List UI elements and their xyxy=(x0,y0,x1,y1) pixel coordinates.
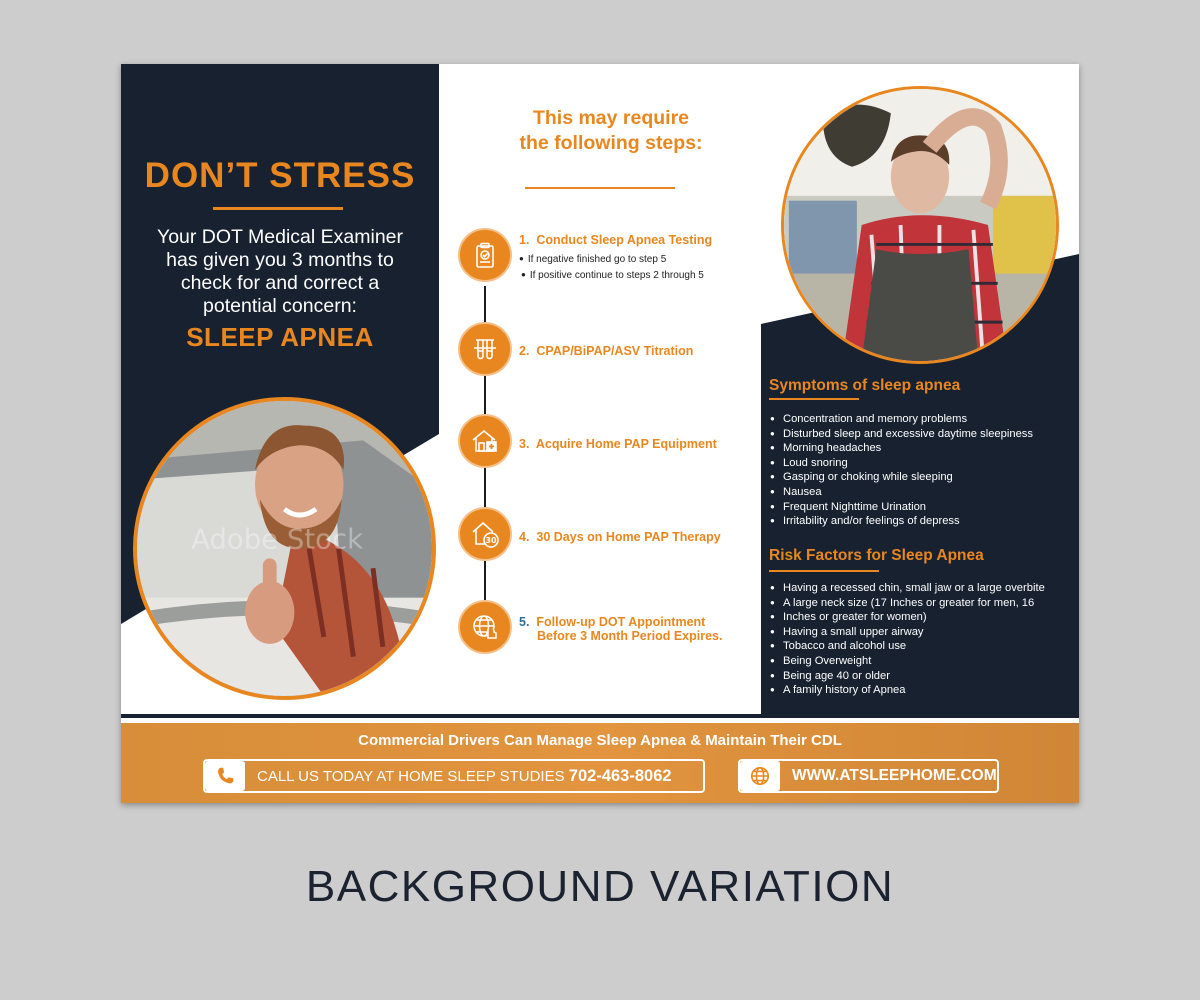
list-item: ● Nausea xyxy=(769,485,1079,500)
watermark: Adobe Stock xyxy=(191,523,364,556)
list-item: ● Being Overweight xyxy=(769,654,1079,669)
list-item: ● Irritability and/or feelings of depress xyxy=(769,514,1079,529)
list-item: ● Morning headaches xyxy=(769,441,1079,456)
call-text: CALL US TODAY AT HOME SLEEP STUDIES xyxy=(257,767,565,785)
step-title: Conduct Sleep Apnea Testing xyxy=(536,233,713,247)
step-1-sub-list xyxy=(519,251,704,283)
sub-bullet: ● If negative finished go to step 5 xyxy=(519,251,704,267)
list-item: ● Frequent Nighttime Urination xyxy=(769,500,1079,515)
step-4 xyxy=(519,530,721,544)
globe-icon xyxy=(740,761,780,791)
step-5 xyxy=(519,615,722,643)
intro-line: has given you 3 months to xyxy=(166,249,394,271)
list-item: ● A family history of Apnea xyxy=(769,683,1079,698)
headline: DON’T STRESS xyxy=(144,156,416,195)
step-number: 3. xyxy=(519,437,530,451)
intro-line: check for and correct a xyxy=(180,272,380,294)
badge-30: 30 xyxy=(485,536,497,545)
call-us-button[interactable] xyxy=(203,759,705,793)
step-title: Follow-up DOT Appointment xyxy=(536,615,706,629)
list-item: ● Concentration and memory problems xyxy=(769,412,1079,427)
condition-title: SLEEP APNEA xyxy=(186,322,374,352)
list-item: ● A large neck size (17 Inches or greater for men, 16 xyxy=(769,596,1079,611)
clipboard-icon xyxy=(458,228,512,282)
step-1 xyxy=(519,233,712,247)
list-item: ● Loud snoring xyxy=(769,456,1079,471)
step-title: Acquire Home PAP Equipment xyxy=(535,437,717,451)
footer-tagline: Commercial Drivers Can Manage Sleep Apnea & Maintain Their CDL xyxy=(358,732,842,749)
intro-line: potential concern: xyxy=(203,295,357,317)
phone-icon xyxy=(205,761,245,791)
flyer-card xyxy=(121,64,1079,803)
step-2 xyxy=(519,344,693,358)
page-caption: BACKGROUND VARIATION xyxy=(305,862,895,911)
divider xyxy=(213,207,343,210)
step-title: CPAP/BiPAP/ASV Titration xyxy=(536,344,694,358)
intro-line: Your DOT Medical Examiner xyxy=(156,226,404,248)
step-number: 4. xyxy=(519,530,530,544)
test-tubes-icon xyxy=(458,322,512,376)
driver-photo-illustration xyxy=(137,401,432,696)
tired-driver-illustration xyxy=(784,89,1056,361)
list-item: ● Having a small upper airway xyxy=(769,625,1079,640)
footer-banner xyxy=(121,723,1079,803)
website-link[interactable] xyxy=(738,759,999,793)
step-number: 2. xyxy=(519,344,530,358)
step-number: 1. xyxy=(519,233,530,247)
phone-number[interactable]: 702-463-8062 xyxy=(568,766,672,785)
sub-bullet: ● If positive continue to steps 2 through 5 xyxy=(519,267,704,283)
list-item: ● Being age 40 or older xyxy=(769,669,1079,684)
divider xyxy=(769,398,859,400)
list-item: ● Having a recessed chin, small jaw or a large overbite xyxy=(769,581,1079,596)
tired-driver-photo xyxy=(781,86,1059,364)
list-item: ● Disturbed sleep and excessive daytime sleepiness xyxy=(769,427,1079,442)
driver-thumbs-up-photo xyxy=(133,397,436,700)
intro-message xyxy=(135,226,425,318)
step-number: 5. xyxy=(519,615,530,629)
divider xyxy=(525,187,675,189)
list-item: ● Inches or greater for women) xyxy=(769,610,1079,625)
risk-factors-title: Risk Factors for Sleep Apnea xyxy=(769,547,984,564)
heading-line: This may require xyxy=(532,107,690,129)
divider xyxy=(769,570,879,572)
symptoms-title: Symptoms of sleep apnea xyxy=(769,377,961,394)
risk-factors-list xyxy=(769,581,1079,698)
list-item: ● Tobacco and alcohol use xyxy=(769,639,1079,654)
website-url: WWW.ATSLEEPHOME.COM xyxy=(792,767,997,784)
list-item: ● Gasping or choking while sleeping xyxy=(769,470,1079,485)
symptoms-list xyxy=(769,412,1079,529)
step-3 xyxy=(519,437,717,451)
footer-stripe xyxy=(121,714,1079,718)
home-30-icon xyxy=(458,507,512,561)
globe-hand-icon xyxy=(458,600,512,654)
step-title-line-2: Before 3 Month Period Expires. xyxy=(537,629,723,643)
home-medical-icon xyxy=(458,414,512,468)
heading-line: the following steps: xyxy=(519,132,703,154)
step-title: 30 Days on Home PAP Therapy xyxy=(536,530,721,544)
steps-heading xyxy=(471,106,751,156)
call-us-label xyxy=(257,767,672,786)
